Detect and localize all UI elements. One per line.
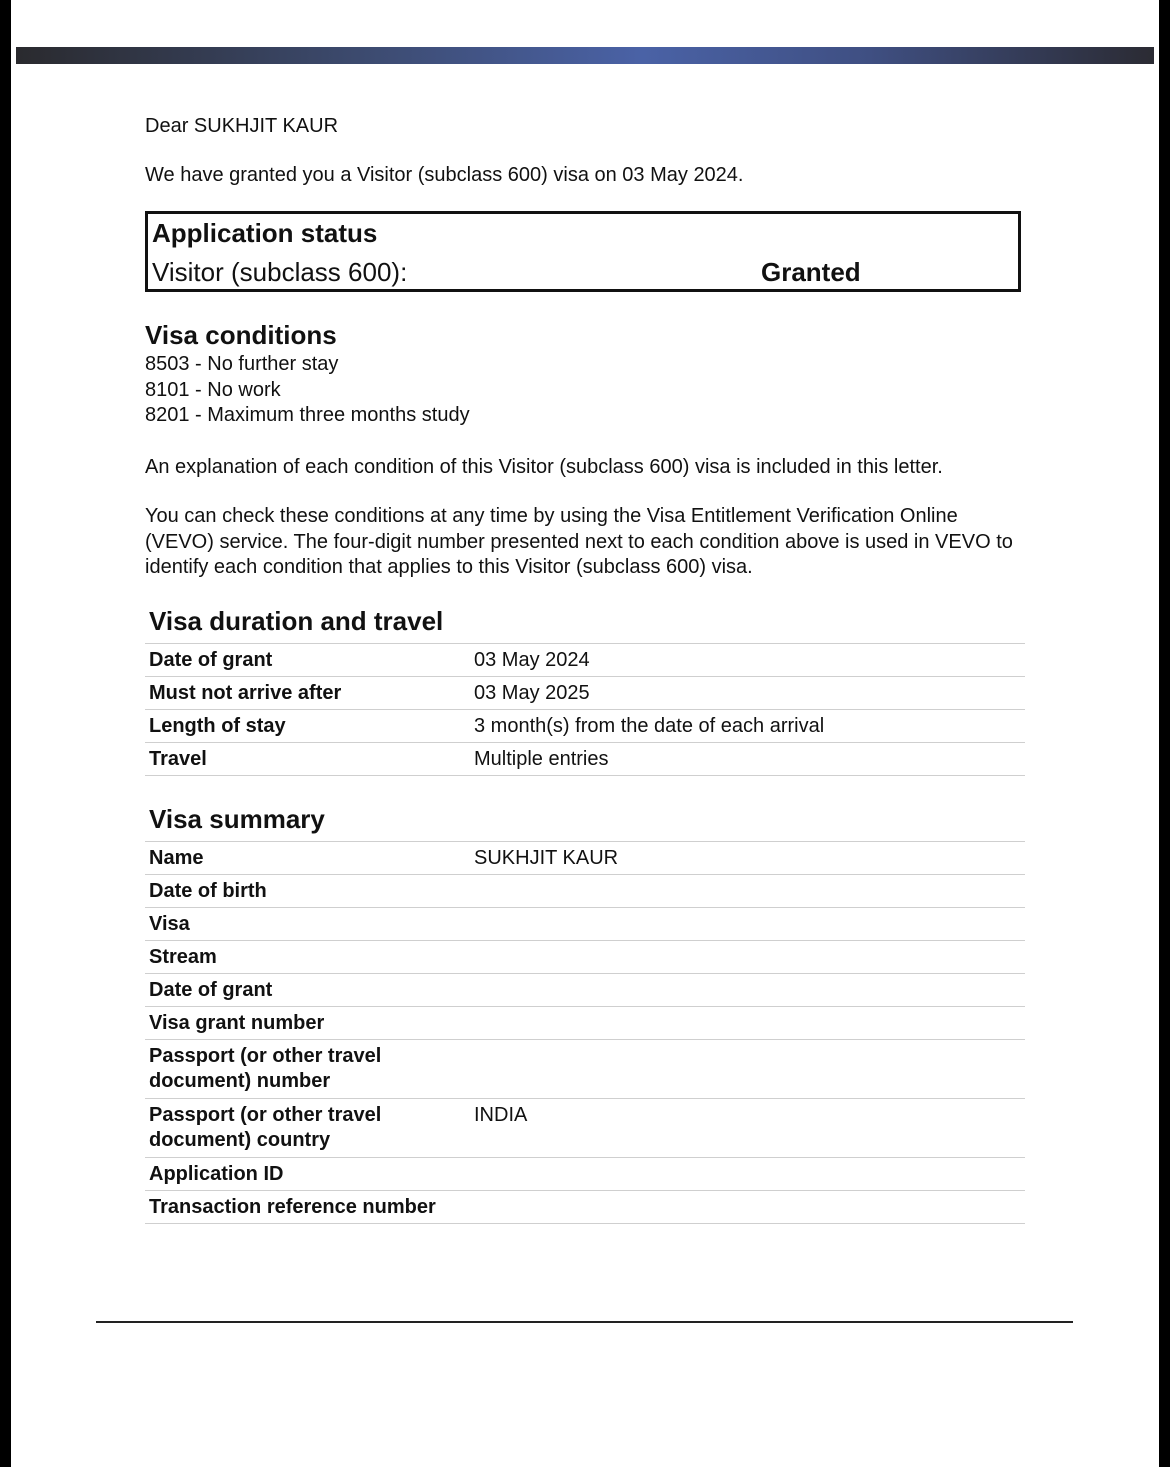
header-bar	[16, 47, 1154, 64]
conditions-explanation: An explanation of each condition of this Visitor (subclass 600) visa is included in this letter.	[145, 456, 943, 478]
row-label: Passport (or other travel document) number	[149, 1045, 382, 1092]
row-value: 3 month(s) from the date of each arrival	[474, 715, 825, 737]
table-row	[145, 841, 1025, 874]
visa-conditions-list	[145, 352, 470, 429]
table-row	[145, 1039, 1025, 1098]
table-row	[145, 1098, 1025, 1157]
table-row	[145, 676, 1025, 709]
letter-page	[11, 0, 1159, 1467]
visa-summary-title: Visa summary	[149, 804, 325, 834]
row-value: Multiple entries	[474, 748, 609, 770]
row-label: Length of stay	[149, 715, 286, 737]
redacted-value	[465, 878, 705, 904]
row-value: 03 May 2024	[474, 649, 590, 671]
condition-item: 8201 - Maximum three months study	[145, 404, 470, 426]
row-label: Transaction reference number	[149, 1196, 436, 1218]
application-status-box	[145, 211, 1021, 292]
row-label: Date of grant	[149, 649, 273, 671]
application-status-value: Granted	[761, 257, 861, 287]
duration-travel-table	[145, 643, 1025, 776]
table-row	[145, 742, 1025, 776]
row-label: Date of grant	[149, 979, 273, 1001]
visa-summary-table	[145, 841, 1025, 1224]
row-label: Visa	[149, 913, 190, 935]
row-label: Application ID	[149, 1163, 284, 1185]
duration-travel-title: Visa duration and travel	[149, 606, 444, 636]
row-label: Date of birth	[149, 880, 267, 902]
row-label: Stream	[149, 946, 217, 968]
table-row	[145, 1006, 1025, 1039]
redacted-value	[465, 1161, 705, 1187]
row-label: Must not arrive after	[149, 682, 342, 704]
table-row	[145, 874, 1025, 907]
application-status-title: Application status	[152, 218, 378, 248]
application-status-label: Visitor (subclass 600):	[152, 257, 408, 287]
footer-divider	[96, 1321, 1073, 1323]
row-label: Travel	[149, 748, 207, 770]
row-label: Visa grant number	[149, 1012, 325, 1034]
table-row	[145, 1157, 1025, 1190]
redacted-value	[465, 1043, 705, 1069]
row-label: Passport (or other travel document) country	[149, 1104, 382, 1151]
grant-statement: We have granted you a Visitor (subclass 600) visa on 03 May 2024.	[145, 164, 744, 186]
greeting: Dear SUKHJIT KAUR	[145, 115, 339, 137]
row-value: 03 May 2025	[474, 682, 590, 704]
table-row	[145, 973, 1025, 1006]
redacted-value	[465, 944, 705, 970]
redacted-value	[465, 911, 705, 937]
condition-item: 8503 - No further stay	[145, 353, 339, 375]
row-value: SUKHJIT KAUR	[474, 847, 619, 869]
redacted-value	[465, 1010, 705, 1036]
redacted-value	[465, 1194, 705, 1220]
row-value: INDIA	[474, 1104, 528, 1126]
redacted-value	[465, 977, 705, 1003]
table-row	[145, 643, 1025, 676]
table-row	[145, 709, 1025, 742]
vevo-paragraph: You can check these conditions at any time by using the Visa Entitlement Verification Online (VEVO) service. The four-digit number presented next to each condition above is used in VEVO to identify each condition that applies to this Visitor (subclass 600) visa.	[145, 505, 1013, 578]
visa-conditions-title: Visa conditions	[145, 320, 337, 350]
table-row	[145, 907, 1025, 940]
table-row	[145, 940, 1025, 973]
row-label: Name	[149, 847, 204, 869]
table-row	[145, 1190, 1025, 1224]
condition-item: 8101 - No work	[145, 378, 281, 401]
